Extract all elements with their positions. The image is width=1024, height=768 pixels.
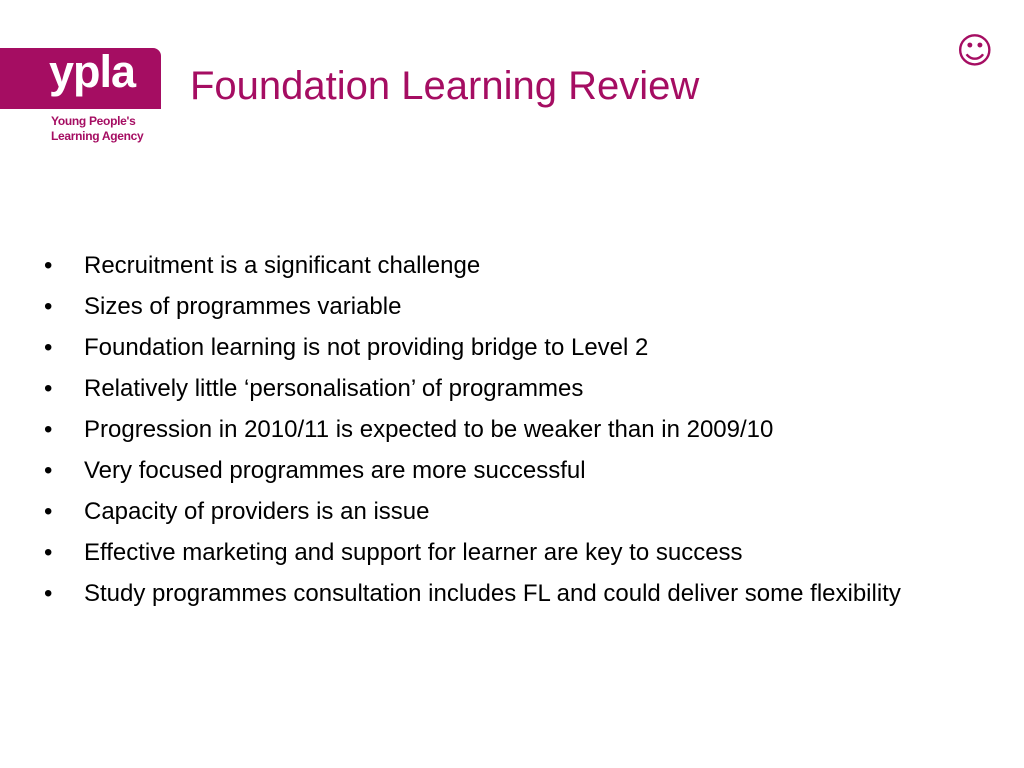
list-item [44, 537, 974, 569]
list-item-text: Capacity of providers is an issue [84, 498, 430, 525]
logo-tagline-line2: Learning Agency [51, 129, 144, 143]
list-item [44, 578, 974, 610]
bullet-icon: • [44, 334, 53, 361]
bullet-icon: • [44, 539, 53, 566]
list-item [44, 373, 974, 405]
bullet-icon: • [44, 293, 53, 320]
list-item-text: Effective marketing and support for learner are key to success [84, 539, 743, 566]
page-title: Foundation Learning Review [190, 64, 700, 108]
list-item-text: Sizes of programmes variable [84, 293, 402, 320]
list-item-text: Relatively little ‘personalisation’ of programmes [84, 375, 584, 402]
logo-tagline [51, 114, 143, 144]
logo-wordmark: ypla [49, 46, 136, 97]
list-item-text: Study programmes consultation includes FL and could deliver some flexibility [84, 580, 901, 607]
list-item [44, 496, 974, 528]
bullet-icon: • [44, 375, 53, 402]
list-item-text: Foundation learning is not providing bridge to Level 2 [84, 334, 649, 361]
list-item-text: Progression in 2010/11 is expected to be weaker than in 2009/10 [84, 416, 774, 443]
list-item [44, 455, 974, 487]
bullet-icon: • [44, 457, 53, 484]
logo-tagline-line1: Young People's [51, 114, 136, 128]
bullet-list [44, 250, 974, 619]
list-item [44, 250, 974, 282]
list-item-text: Very focused programmes are more successful [84, 457, 586, 484]
list-item-text: Recruitment is a significant challenge [84, 252, 481, 279]
list-item [44, 414, 974, 446]
bullet-icon: • [44, 580, 53, 607]
list-item [44, 332, 974, 364]
bullet-icon: • [44, 416, 53, 443]
bullet-icon: • [44, 252, 53, 279]
list-item [44, 291, 974, 323]
bullet-icon: • [44, 498, 53, 525]
smiley-icon: ☺ [956, 31, 994, 72]
